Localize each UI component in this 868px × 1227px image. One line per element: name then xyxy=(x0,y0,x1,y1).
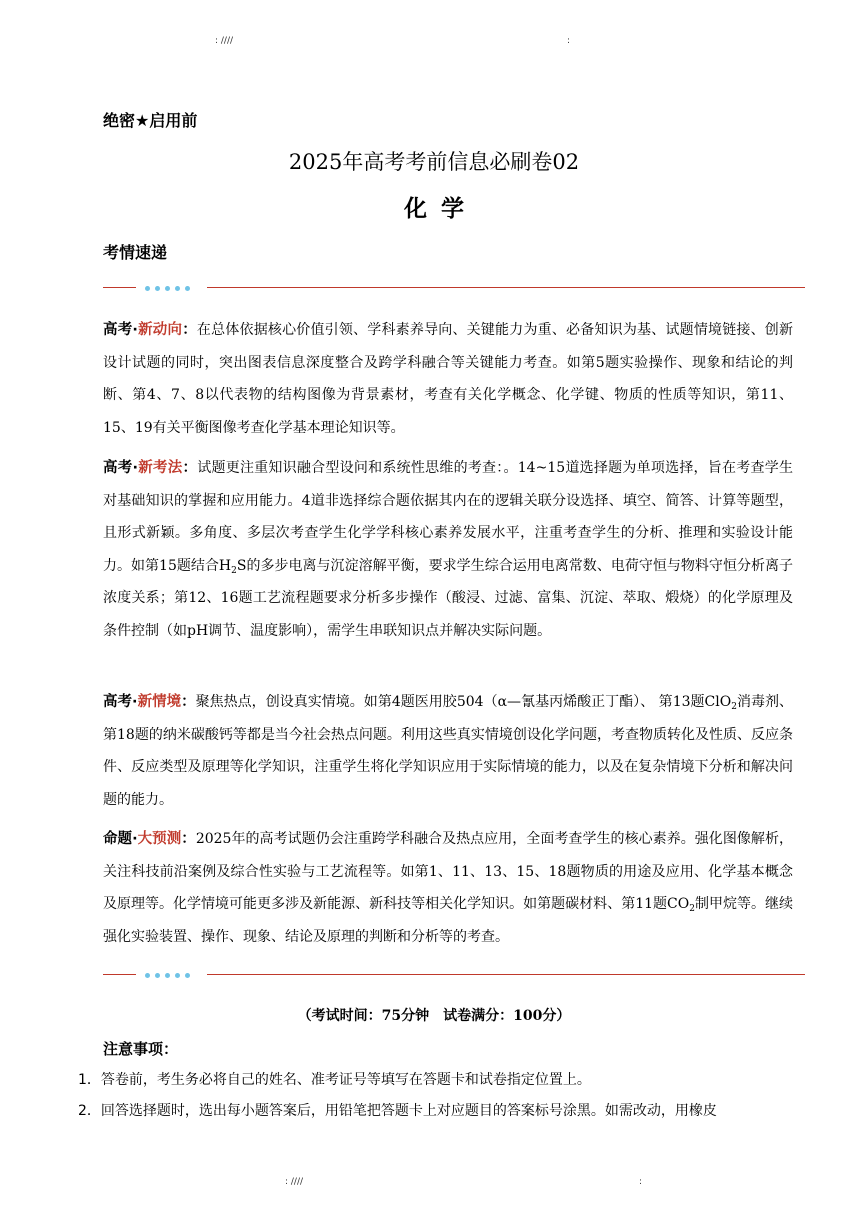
block-new-trend xyxy=(103,314,793,444)
notice-text: 回答选择题时，选出每小题答案后，用铅笔把答题卡上对应题目的答案标号涂黑。如需改动，用橡皮 xyxy=(100,1103,717,1119)
divider-top xyxy=(103,282,805,294)
block-text: 在总体依据核心价值引领、学科素养导向、关键能力为重、必备知识为基、试题情境链接、创新设计试题的同时，突出图表信息深度整合及跨学科融合等关键能力考查。如第5题实验操作、现象和结论的判断、第4、7、8以代表物的结构图像为背景素材，考查有关化学概念、化学键、物质的性质等知识，第11、15、19有关平衡图像考查化学基本理论知识等。 xyxy=(103,322,794,436)
block-label-prefix: 命题· xyxy=(103,831,138,847)
block-label-highlight: 新动向 xyxy=(137,322,183,338)
block-label-highlight: 新情境 xyxy=(137,694,182,710)
block-prediction xyxy=(103,823,793,953)
block-label-suffix: ： xyxy=(181,831,196,847)
block-label-prefix: 高考· xyxy=(103,694,138,710)
block-new-method xyxy=(103,452,793,648)
notice-item xyxy=(78,1070,793,1090)
block-label-suffix: ： xyxy=(182,460,198,476)
block-text-b: 制甲烷等。继续强化实验装置、操作、现象、结论及原理的判断和分析等的考查。 xyxy=(103,896,793,945)
footer-left-mark: : //// xyxy=(285,1177,304,1187)
subject-title: 化学 xyxy=(404,195,478,222)
block-new-context xyxy=(103,686,793,816)
notice-title: 注意事项： xyxy=(103,1040,179,1058)
header-left-mark: : //// xyxy=(215,36,234,46)
header-right-mark: : xyxy=(567,36,571,46)
block-text-b: S的多步电离与沉淀溶解平衡，要求学生综合运用电离常数、电荷守恒与物料守恒分析离子浓度关系；第12、16题工艺流程题要求分析多步操作（酸浸、过滤、富集、沉淀、萃取、煅烧）的化学原理及条件控制（如pH调节、温度影响），需学生串联知识点并解决实际问题。 xyxy=(103,557,793,639)
block-label-suffix: ： xyxy=(181,694,196,710)
secret-label: 绝密★启用前 xyxy=(103,111,198,130)
block-label-suffix: ： xyxy=(182,322,197,338)
dots-icon xyxy=(145,969,190,981)
block-label-prefix: 高考· xyxy=(103,460,138,476)
notice-num: 2． xyxy=(78,1103,101,1119)
subscript: 2 xyxy=(731,702,737,712)
block-text-a: 试题更注重知识融合型设问和系统性思维的考查：。14~15道选择题为单项选择，旨在考查学生对基础知识的掌握和应用能力。4道非选择综合题依据其内在的逻辑关联分设选择、填空、简答、计算等题型，且形式新颖。多角度、多层次考查学生化学学科核心素养发展水平，注重考查学生的分析、推理和实验设计能力。如第15题结合H xyxy=(103,460,794,574)
footer-right-mark: : xyxy=(639,1177,643,1187)
subscript: 2 xyxy=(231,565,237,576)
subscript: 2 xyxy=(689,904,695,915)
page-title: 2025年高考考前信息必刷卷02 xyxy=(288,150,580,174)
block-text-a: 聚焦热点，创设真实情境。如第4题医用胶504（α—氰基丙烯酸正丁酯）、 第13题ClO xyxy=(195,694,732,710)
notice-text: 答卷前，考生务必将自己的姓名、准考证号等填写在答题卡和试卷指定位置上。 xyxy=(100,1072,591,1088)
exam-info: （考试时间：75分钟 试卷满分：100分） xyxy=(297,1008,571,1024)
block-label-highlight: 新考法 xyxy=(138,460,183,476)
block-label-highlight: 大预测 xyxy=(137,831,182,847)
divider-bottom xyxy=(103,969,805,981)
notice-item xyxy=(78,1101,793,1121)
dots-icon xyxy=(145,282,190,294)
block-label-prefix: 高考· xyxy=(103,322,138,338)
block-text-a: 2025年的高考试题仍会注重跨学科融合及热点应用，全面考查学生的核心素养。强化图像解析，关注科技前沿案例及综合性实验与工艺流程等。如第1、11、13、15、18题物质的用途及应用、化学基本概念及原理等。化学情境可能更多涉及新能源、新科技等相关化学知识。如第题碳材料、第11题CO xyxy=(103,831,794,913)
block-text-b: 消毒剂、第18题的纳米碳酸钙等都是当今社会热点问题。利用这些真实情境创设化学问题，考查物质转化及性质、反应条件、反应类型及原理等化学知识，注重学生将化学知识应用于实际情境的能力，以及在复杂情境下分析和解决问题的能力。 xyxy=(103,694,793,808)
notice-num: 1． xyxy=(78,1072,101,1088)
section-label: 考情速递 xyxy=(103,243,168,262)
